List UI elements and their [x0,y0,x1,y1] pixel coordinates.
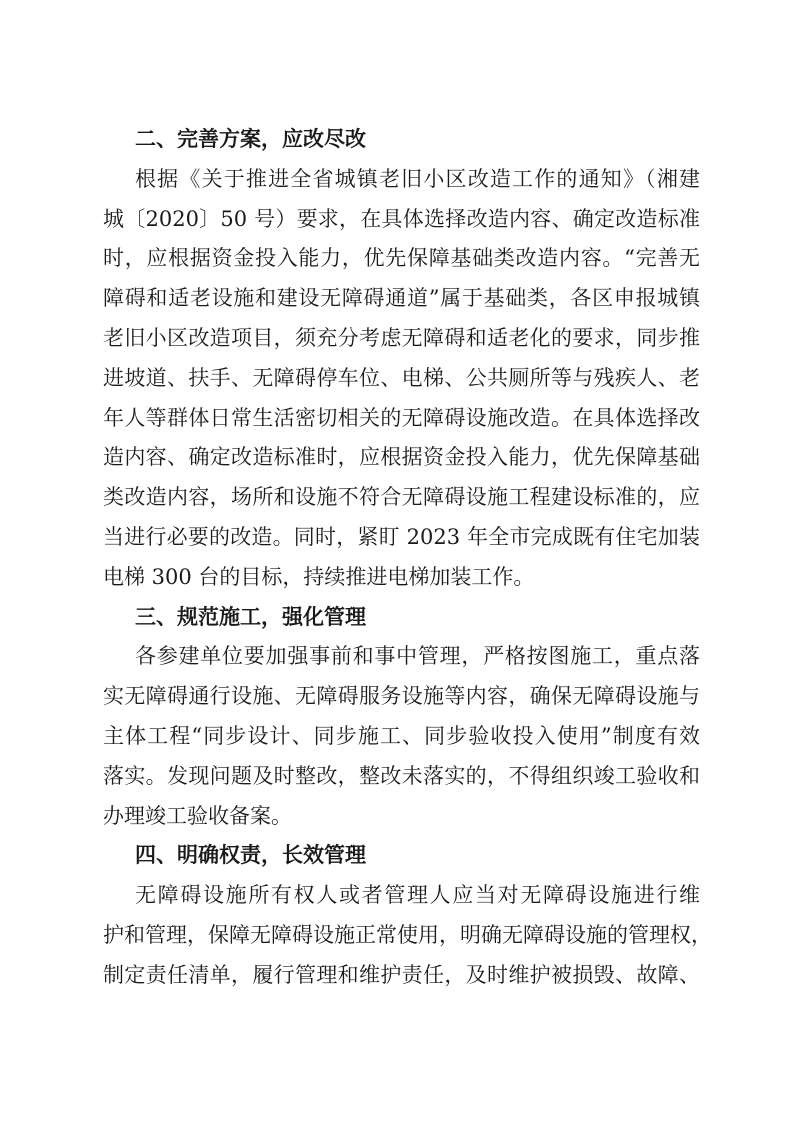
paragraph-line: 进坡道、扶手、无障碍停车位、电梯、公共厕所等与残疾人、老 [103,365,700,390]
section-heading: 三、规范施工，强化管理 [135,604,366,629]
paragraph-line: 造内容、确定改造标准时，应根据资金投入能力，优先保障基础 [103,445,700,470]
paragraph-line: 主体工程“同步设计、同步施工、同步验收投入使用”制度有效 [103,723,700,748]
paragraph-line: 护和管理，保障无障碍设施正常使用，明确无障碍设施的管理权， [103,922,712,947]
paragraph-line: 各参建单位要加强事前和事中管理，严格按图施工，重点落 [135,644,700,669]
section-heading: 四、明确权责，长效管理 [135,843,366,868]
paragraph-line: 无障碍设施所有权人或者管理人应当对无障碍设施进行维 [135,883,700,908]
paragraph-line: 时，应根据资金投入能力，优先保障基础类改造内容。“完善无 [103,246,700,271]
paragraph-line: 障碍和适老设施和建设无障碍通道”属于基础类，各区申报城镇 [103,286,700,311]
paragraph-line: 当进行必要的改造。同时，紧盯 2023 年全市完成既有住宅加装 [103,524,700,549]
paragraph-line: 电梯 300 台的目标，持续推进电梯加装工作。 [103,564,535,589]
paragraph-line: 根据《关于推进全省城镇老旧小区改造工作的通知》（湘建 [135,166,700,191]
paragraph-line: 办理竣工验收备案。 [103,803,292,828]
paragraph-line: 落实。发现问题及时整改，整改未落实的，不得组织竣工验收和 [103,763,700,788]
paragraph-line: 类改造内容，场所和设施不符合无障碍设施工程建设标准的，应 [103,485,700,510]
paragraph-line: 年人等群体日常生活密切相关的无障碍设施改造。在具体选择改 [103,405,700,430]
paragraph-line: 老旧小区改造项目，须充分考虑无障碍和适老化的要求，同步推 [103,325,700,350]
paragraph-line: 实无障碍通行设施、无障碍服务设施等内容，确保无障碍设施与 [103,684,700,709]
document-body [103,120,712,996]
section-heading: 二、完善方案，应改尽改 [135,127,366,151]
paragraph-line: 制定责任清单，履行管理和维护责任，及时维护被损毁、故障、 [103,962,700,987]
paragraph-line: 城〔2020〕50 号）要求，在具体选择改造内容、确定改造标准 [103,206,700,231]
